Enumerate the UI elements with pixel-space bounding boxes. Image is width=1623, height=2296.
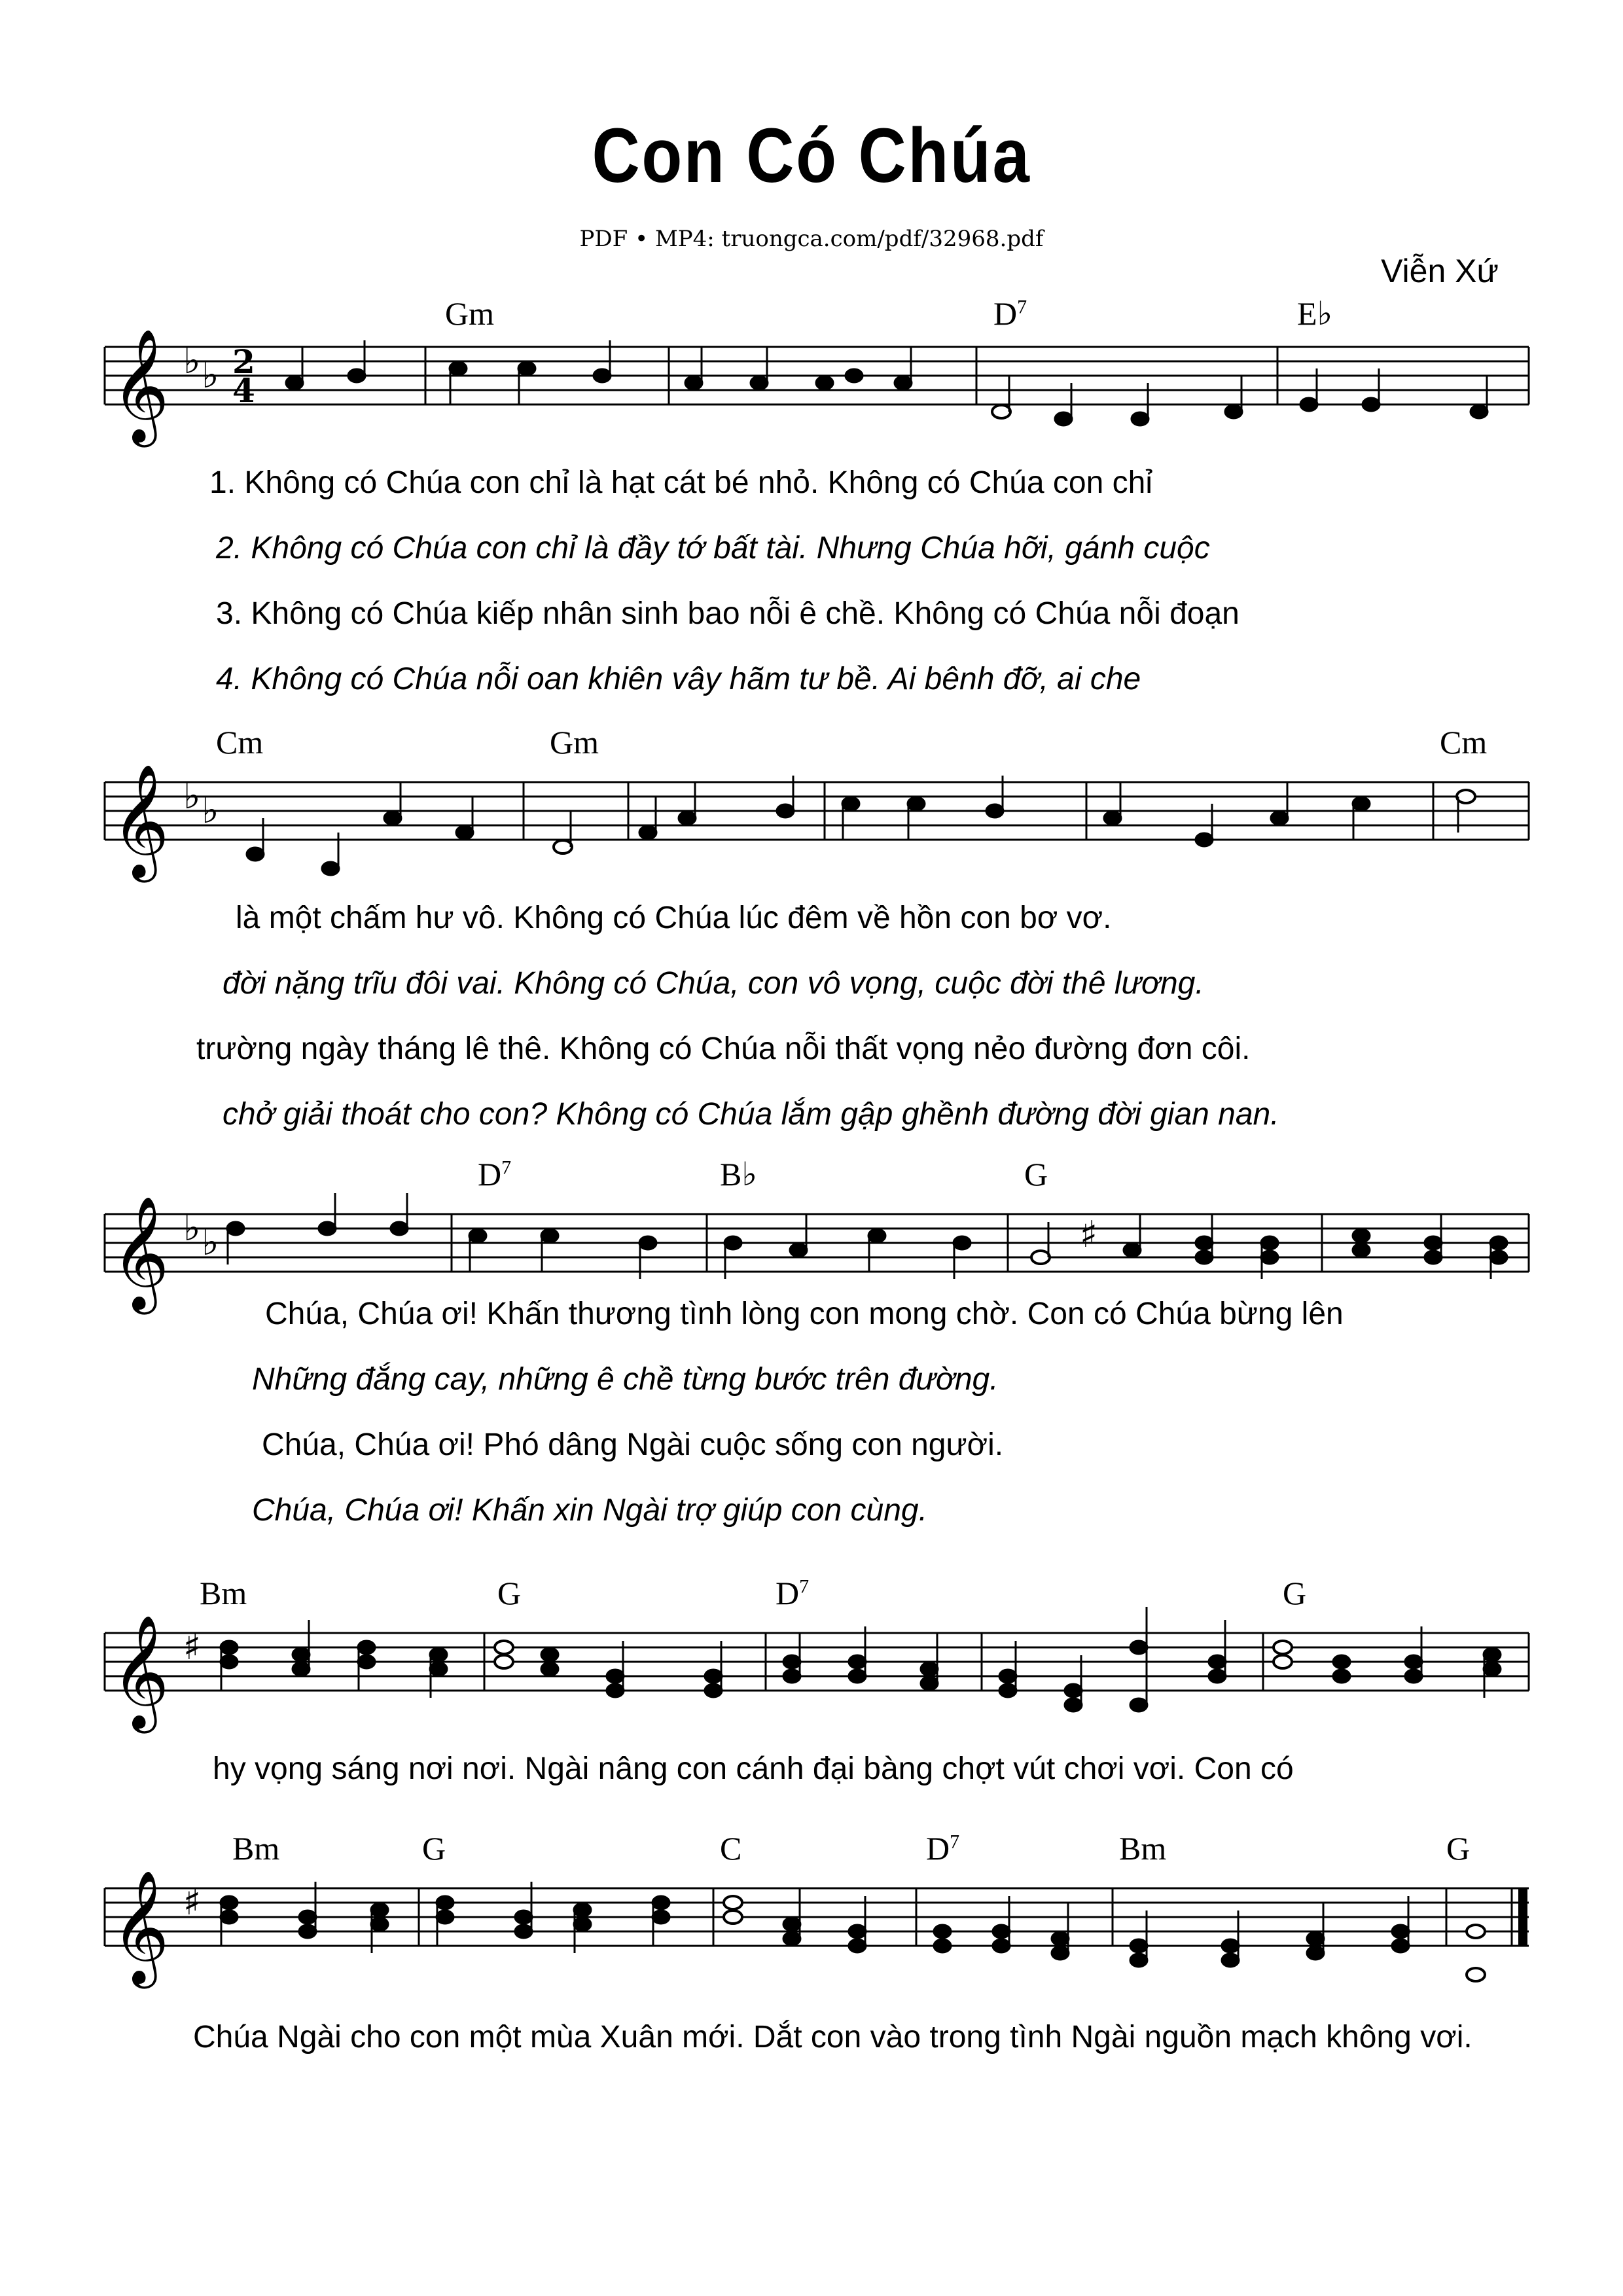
music-staff bbox=[105, 1862, 1531, 2000]
chord-symbol: $D^7$ bbox=[993, 295, 1027, 332]
chord-symbol: $D^7$ bbox=[776, 1575, 810, 1611]
lyric-line: Những đắng cay, những ê chề từng bước trên đường. bbox=[252, 1362, 999, 1397]
music-staff bbox=[105, 756, 1531, 893]
svg-text:♯: ♯ bbox=[183, 1881, 202, 1924]
lyric-line: Chúa, Chúa ơi! Phó dâng Ngài cuộc sống con người. bbox=[262, 1427, 1004, 1462]
lyric-line: chở giải thoát cho con? Không có Chúa lắm gập ghềnh đường đời gian nan. bbox=[223, 1097, 1279, 1132]
svg-text:♭: ♭ bbox=[202, 354, 219, 397]
lyric-line: 1. Không có Chúa con chỉ là hạt cát bé nhỏ. Không có Chúa con chỉ bbox=[209, 465, 1152, 500]
chord-symbol: C bbox=[720, 1830, 742, 1867]
svg-text:4: 4 bbox=[232, 371, 255, 410]
lyric-line: Chúa Ngài cho con một mùa Xuân mới. Dắt con vào trong tình Ngài nguồn mạch không vơi. bbox=[193, 2020, 1472, 2054]
song-title: Con Có Chúa bbox=[592, 113, 1031, 199]
lyric-line: 4. Không có Chúa nỗi oan khiên vây hãm tư bề. Ai bênh đỡ, ai che bbox=[216, 662, 1141, 696]
chord-symbol: $D^7$ bbox=[926, 1830, 960, 1867]
svg-text:♯: ♯ bbox=[183, 1626, 202, 1668]
svg-text:♭: ♭ bbox=[183, 775, 201, 817]
lyric-line: 2. Không có Chúa con chỉ là đầy tớ bất tài. Nhưng Chúa hỡi, gánh cuộc bbox=[216, 531, 1210, 565]
svg-text:♭: ♭ bbox=[202, 1221, 219, 1264]
chord-symbol: E♭ bbox=[1297, 295, 1333, 332]
chord-symbol: B♭ bbox=[720, 1156, 757, 1193]
chord-symbol: G bbox=[1283, 1575, 1307, 1611]
chord-symbol: Gm bbox=[550, 724, 599, 761]
svg-text:𝄞: 𝄞 bbox=[111, 1196, 169, 1310]
music-staff bbox=[105, 321, 1531, 458]
lyric-line: 3. Không có Chúa kiếp nhân sinh bao nỗi ê chề. Không có Chúa nỗi đoạn bbox=[216, 596, 1240, 631]
svg-text:♭: ♭ bbox=[183, 340, 201, 382]
source-link[interactable]: PDF • MP4: truongca.com/pdf/32968.pdf bbox=[579, 226, 1044, 252]
chord-symbol: Cm bbox=[216, 724, 264, 761]
svg-text:𝄞: 𝄞 bbox=[111, 1615, 169, 1729]
lyric-line: Chúa, Chúa ơi! Khấn thương tình lòng con mong chờ. Con có Chúa bừng lên bbox=[265, 1297, 1344, 1331]
chord-symbol: G bbox=[497, 1575, 522, 1611]
svg-text:♭: ♭ bbox=[202, 789, 219, 832]
svg-text:𝄞: 𝄞 bbox=[111, 329, 169, 442]
lyric-line: đời nặng trĩu đôi vai. Không có Chúa, con vô vọng, cuộc đời thê lương. bbox=[223, 966, 1204, 1001]
chord-symbol: Bm bbox=[200, 1575, 247, 1611]
svg-text:2: 2 bbox=[232, 342, 255, 381]
svg-text:♭: ♭ bbox=[183, 1207, 201, 1249]
chord-symbol: Bm bbox=[232, 1830, 280, 1867]
chord-symbol: G bbox=[1024, 1156, 1048, 1193]
svg-text:♯: ♯ bbox=[1080, 1213, 1098, 1256]
lyric-line: trường ngày tháng lê thê. Không có Chúa nỗi thất vọng nẻo đường đơn côi. bbox=[196, 1031, 1251, 1066]
svg-text:𝄞: 𝄞 bbox=[111, 1870, 169, 1984]
chord-symbol: Cm bbox=[1440, 724, 1488, 761]
chord-symbol: G bbox=[1446, 1830, 1471, 1867]
chord-symbol: Gm bbox=[445, 295, 494, 332]
composer-name: Viễn Xứ bbox=[1381, 253, 1499, 289]
chord-symbol: G bbox=[422, 1830, 446, 1867]
music-staff bbox=[105, 1607, 1531, 1744]
lyric-line: là một chấm hư vô. Không có Chúa lúc đêm về hồn con bơ vơ. bbox=[236, 901, 1112, 935]
chord-symbol: Bm bbox=[1119, 1830, 1167, 1867]
chord-symbol: $D^7$ bbox=[478, 1156, 512, 1193]
svg-text:𝄞: 𝄞 bbox=[111, 764, 169, 878]
lyric-line: hy vọng sáng nơi nơi. Ngài nâng con cánh đại bàng chợt vút chơi vơi. Con có bbox=[213, 1751, 1294, 1786]
lyric-line: Chúa, Chúa ơi! Khấn xin Ngài trợ giúp con cùng. bbox=[252, 1493, 927, 1528]
